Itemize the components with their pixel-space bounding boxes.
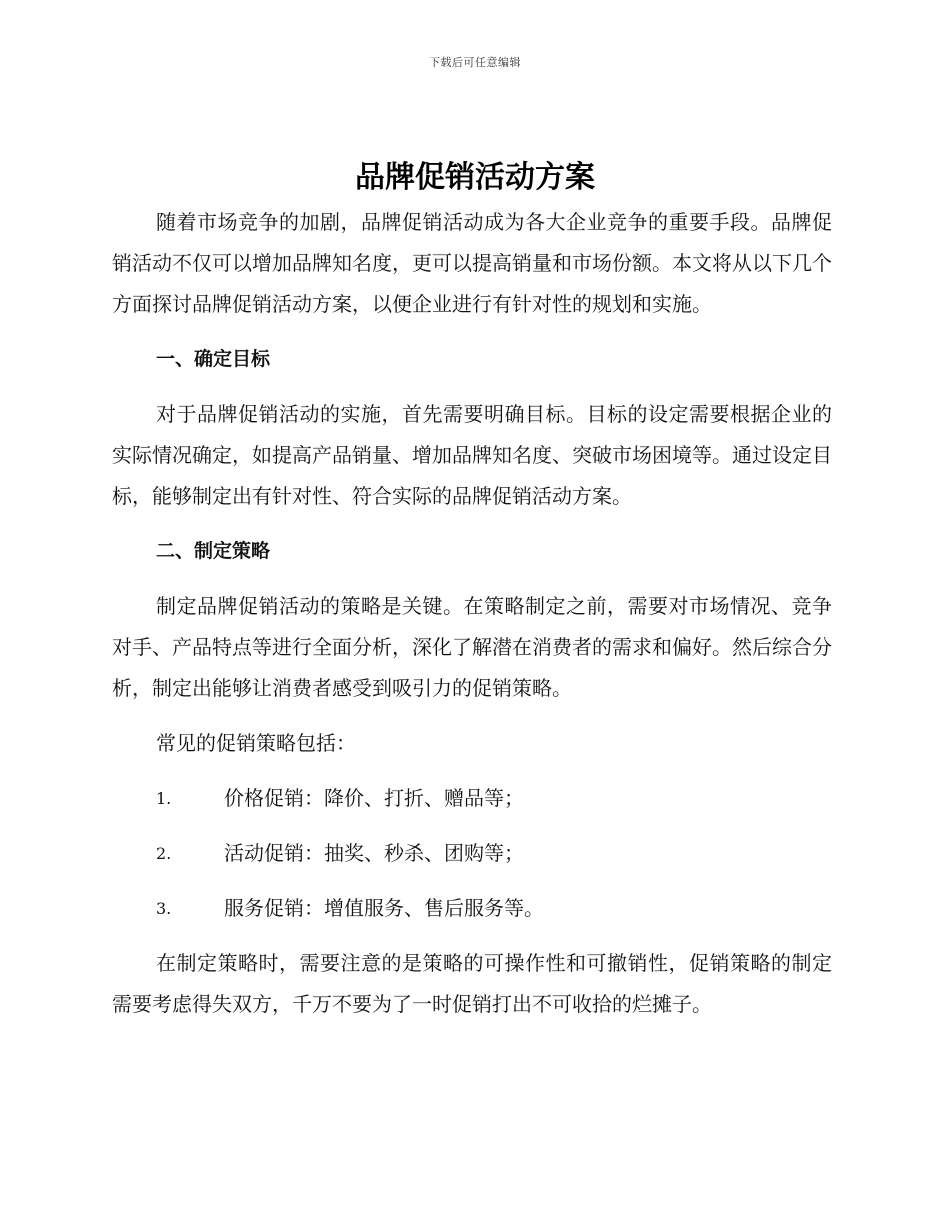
strategy-closing-paragraph: 在制定策略时，需要注意的是策略的可操作性和可撤销性，促销策略的制定需要考虑得失双方，千万不要为了一时促销打出不可收拾的烂摊子。: [112, 951, 832, 1016]
list-item: [112, 833, 832, 874]
list-number: 2.: [156, 844, 172, 863]
strategy-list: [112, 778, 832, 929]
document-body: [112, 202, 832, 1039]
header-note: 下载后可任意编辑: [429, 56, 521, 69]
section-heading-strategy: 二、制定策略: [156, 540, 271, 562]
list-item: [112, 888, 832, 929]
strategy-list-intro: 常见的促销策略包括：: [156, 731, 356, 755]
list-item-text: 活动促销：抽奖、秒杀、团购等；: [224, 841, 524, 865]
list-item: [112, 778, 832, 819]
goal-paragraph: 对于品牌促销活动的实施，首先需要明确目标。目标的设定需要根据企业的实际情况确定，如提高产品销量、增加品牌知名度、突破市场困境等。通过设定目标，能够制定出有针对性、符合实际的品牌促销活动方案。: [112, 402, 832, 508]
strategy-paragraph: 制定品牌促销活动的策略是关键。在策略制定之前，需要对市场情况、竞争对手、产品特点等进行全面分析，深化了解潜在消费者的需求和偏好。然后综合分析，制定出能够让消费者感受到吸引力的促销策略。: [112, 594, 832, 700]
document-title: 品牌促销活动方案: [355, 160, 595, 195]
section-heading-goal: 一、确定目标: [156, 348, 271, 370]
list-item-text: 价格促销：降价、打折、赠品等；: [224, 786, 524, 810]
list-item-text: 服务促销：增值服务、售后服务等。: [224, 896, 544, 920]
list-number: 1.: [156, 789, 172, 808]
intro-paragraph: 随着市场竞争的加剧，品牌促销活动成为各大企业竞争的重要手段。品牌促销活动不仅可以增加品牌知名度，更可以提高销量和市场份额。本文将从以下几个方面探讨品牌促销活动方案，以便企业进行有针对性的规划和实施。: [112, 210, 832, 316]
list-number: 3.: [156, 899, 172, 918]
